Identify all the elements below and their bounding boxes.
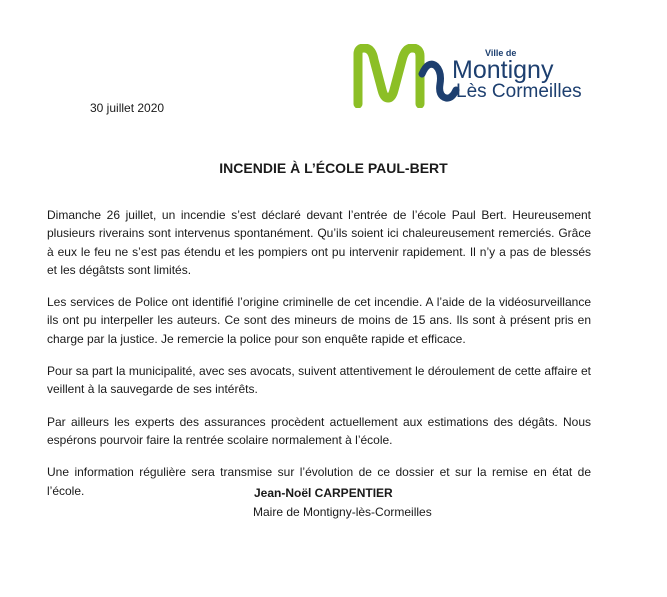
logo-subname: Lès Cormeilles <box>456 81 582 102</box>
logo-prefix: Ville de <box>485 48 517 58</box>
logo-name: Montigny <box>452 56 554 84</box>
document-body <box>47 206 591 514</box>
body-paragraph: Dimanche 26 juillet, un incendie s’est déclaré devant l’entrée de l’école Paul Bert. Heureusement plusieurs riverains sont intervenus spontanément. Qu’ils soient ici chaleureusement remerciés. Grâce à eux le feu ne s’est pas étendu et les pompiers ont pu intervenir rapidement. Il n’y a pas de blessés et les dégâtsts sont limités. <box>47 208 591 277</box>
signature-block <box>253 484 553 522</box>
signature-role: Maire de Montigny-lès-Cormeilles <box>253 505 432 519</box>
document-title: INCENDIE À L’ÉCOLE PAUL-BERT <box>219 160 448 176</box>
signature-name: Jean-Noël CARPENTIER <box>254 486 393 500</box>
document-date: 30 juillet 2020 <box>90 101 165 115</box>
body-paragraph: Pour sa part la municipalité, avec ses avocats, suivent attentivement le déroulement de cette affaire et veillent à la sauvegarde de ses intérêts. <box>47 364 591 397</box>
body-paragraph: Une information régulière sera transmise sur l’évolution de ce dossier et sur la remise en état de l’école. <box>47 465 591 498</box>
city-logo <box>352 40 592 112</box>
body-paragraph: Les services de Police ont identifié l’origine criminelle de cet incendie. A l’aide de la vidéosurveillance ils ont pu interpeller les auteurs. Ce sont des mineurs de moins de 15 ans. Ils sont à présent pris en charge par la justice. Je remercie la police pour son enquête rapide et efficace. <box>47 295 591 346</box>
body-paragraph: Par ailleurs les experts des assurances procèdent actuellement aux estimations des dégâts. Nous espérons pourvoir faire la rentrée scolaire normalement à l’école. <box>47 414 591 447</box>
city-logo-mark-icon <box>352 44 460 108</box>
city-logo-text <box>452 40 592 112</box>
